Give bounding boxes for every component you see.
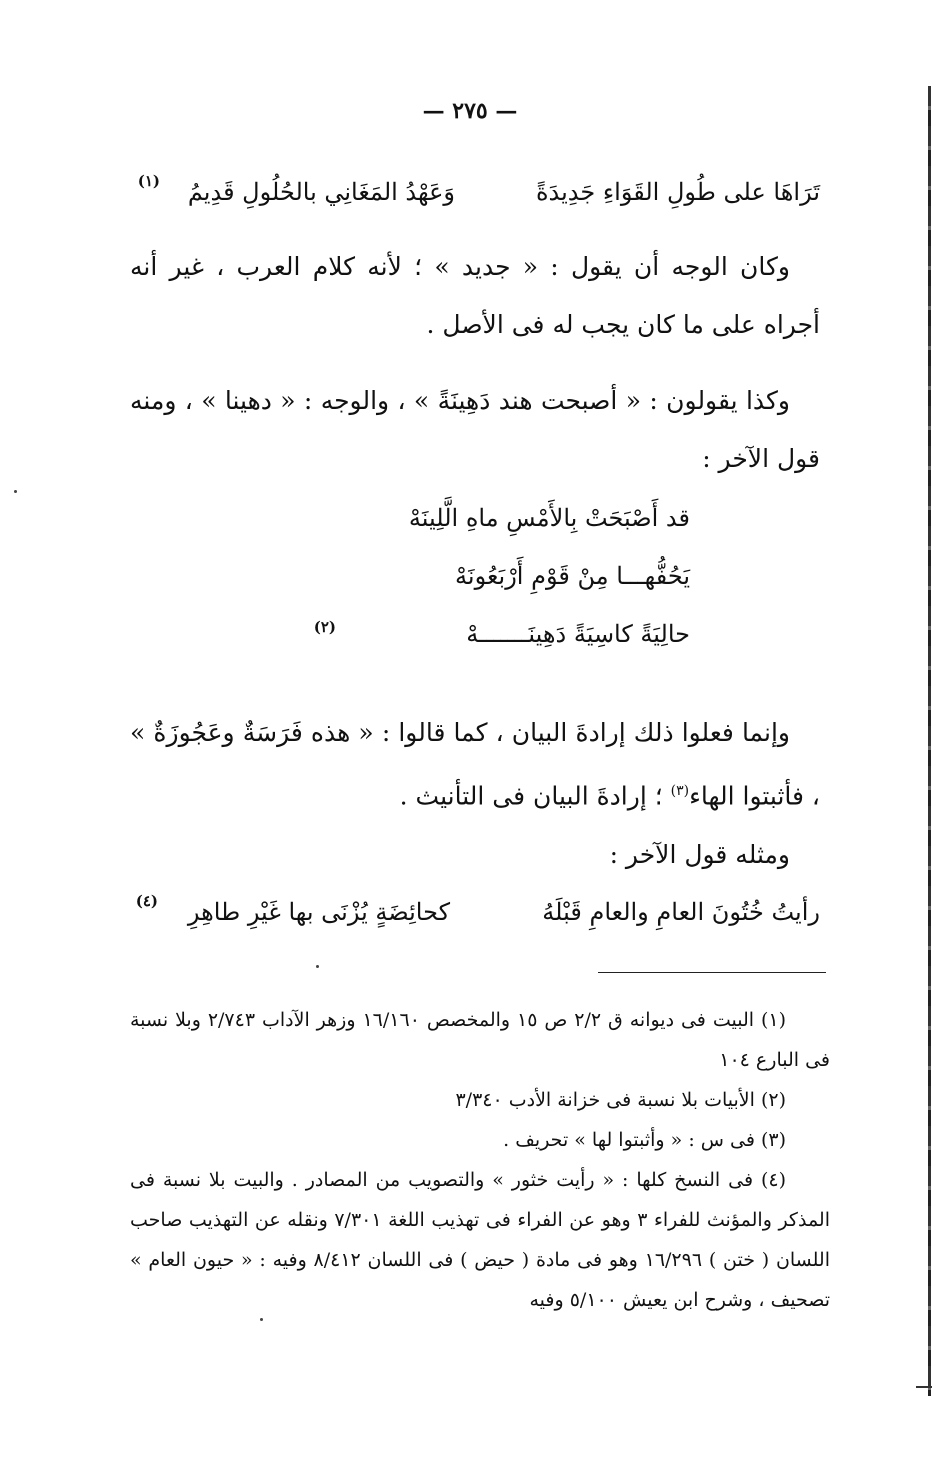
footnote-divider [598,972,826,973]
poem-line-3: حالِيَةً كاسِيَةً دَهِينَـــــــهْ [466,620,690,648]
scan-speck [14,490,17,493]
paragraph-1-text: وكان الوجه أن يقول : « جديد » ؛ لأنه كلام العرب ، غير أنه أجراه على ما كان يجب له فى الأصل . [130,252,820,339]
verse-2 [130,892,820,938]
poem-line-1: قد أَصْبَحَتْ بِالأَمْسِ ماهِ الَّلِينَهْ [408,504,690,532]
paragraph-3-text [130,704,820,825]
scan-edge [928,86,931,1396]
verse-1-first-hemistich: تَرَاهَا على طُولِ القَوَاءِ جَدِيدَةً [535,178,820,206]
paragraph-1 [130,238,820,358]
scan-edge-bottom [916,1386,932,1388]
paragraph-3-footnote-ref: (٣) [670,783,690,799]
page-number: — ٢٧٥ — [422,98,518,124]
verse-1-footnote-ref: (١) [137,172,160,190]
paragraph-3-part-1: وإنما فعلوا ذلك إرادةَ البيان ، كما قالوا : « هذه فَرَسَةٌ وعَجُوزَةٌ » ، فأثبتوا الهاء [130,718,820,811]
paragraph-2 [130,372,820,492]
paragraph-4 [130,826,820,884]
footnote-4: (٤) فى النسخ كلها : « رأيت خثور » والتصويب من المصادر . والبيت بلا نسبة فى المذكر والمؤنث للفراء ٣ وهو عن الفراء فى تهذيب اللغة ٧/٣٠١ ونقله عن التهذيب صاحب اللسان ( ختن ) ١٦/٢٩٦ وهو فى مادة ( حيض ) فى اللسان ٨/٤١٢ وفيه : « حيون العام » تصحيف ، وشرح ابن يعيش ٥/١٠٠ وفيه [130,1169,830,1311]
paragraph-3-part-2: ؛ إرادةَ البيان فى التأنيث . [399,781,663,811]
paragraph-2-text: وكذا يقولون : « أصبحت هند دَهِينَةً » ، والوجه : « دهينا » ، ومنه قول الآخر : [130,386,820,473]
scan-speck [260,1318,263,1321]
verse-1-second-hemistich: وَعَهْدُ المَغَانِي بالحُلُولِ قَدِيمُ [187,178,455,206]
verse-1 [130,172,820,218]
poem-footnote-ref: (٢) [313,618,336,636]
paragraph-4-text: ومثله قول الآخر : [609,840,790,869]
footnote-1: (١) البيت فى ديوانه ق ٢/٢ ص ١٥ والمخصص ١٦/١٦٠ وزهر الآداب ٢/٧٤٣ وبلا نسبة فى البارع ١٠٤ [130,1009,830,1071]
verse-2-second-hemistich: كحائِضَةٍ يُزْنَى بها غَيْرِ طاهِرِ [187,898,450,926]
scan-speck [316,965,319,968]
verse-2-first-hemistich: رأيتُ خُتُونَ العامِ والعامِ قَبْلَهُ [542,898,820,926]
footnote-3: (٣) فى س : « وأثبتوا لها » تحريف . [503,1129,786,1151]
footnotes [130,1000,830,1320]
poem-line-2: يَحُفُّهـــا مِنْ قَوْمِ أَرْبَعُونَهْ [455,562,690,590]
footnote-2: (٢) الأبيات بلا نسبة فى خزانة الأدب ٣/٣٤٠ [455,1089,786,1111]
verse-2-footnote-ref: (٤) [135,892,158,910]
paragraph-3 [130,704,820,824]
